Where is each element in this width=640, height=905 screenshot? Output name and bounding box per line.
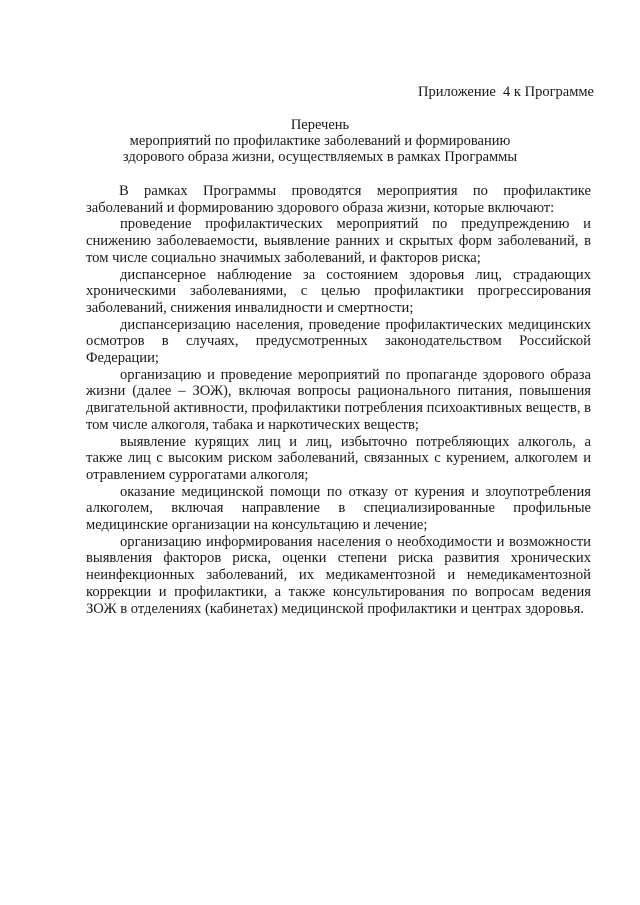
intro-paragraph: В рамках Программы проводятся мероприятия по профилактике заболеваний и формированию здорового образа жизни, которые включают:	[86, 183, 591, 216]
list-item: проведение профилактических мероприятий по предупреждению и снижению заболеваемости, выявление ранних и скрытых форм заболеваний, в том числе социально значимых заболеваний, и факторов риска;	[86, 216, 591, 266]
list-item: оказание медицинской помощи по отказу от курения и злоупотребления алкоголем, включая направление в специализированные профильные медицинские организации на консультацию и лечение;	[86, 483, 591, 534]
title-line-2: мероприятий по профилактике заболеваний и формированию	[129, 133, 511, 149]
list-item: диспансерное наблюдение за состоянием здоровья лиц, страдающих хроническими заболеваниями, с целью профилактики прогрессирования заболеваний, снижения инвалидности и смертности;	[86, 266, 591, 316]
document-title	[0, 117, 640, 165]
list-item: диспансеризацию населения, проведение профилактических медицинских осмотров в случаях, предусмотренных законодательством Российской Федерации;	[86, 316, 591, 367]
list-item: организацию информирования населения о необходимости и возможности выявления факторов риска, оценки степени риска развития хронических неинфекционных заболеваний, их медикаментозной и немедикаментозной коррекции и профилактики, а также консультирования по вопросам ведения ЗОЖ в отделениях (кабинетах) медицинской профилактики и центрах здоровья.	[86, 533, 591, 617]
appendix-label: Приложение 4 к Программе	[417, 84, 594, 100]
list-item: выявление курящих лиц и лиц, избыточно потребляющих алкоголь, а также лиц с высоким риском заболеваний, связанных с курением, алкоголем и отравлением суррогатами алкоголя;	[86, 433, 591, 483]
title-line-3: здорового образа жизни, осуществляемых в рамках Программы	[122, 149, 518, 165]
list-item: организацию и проведение мероприятий по пропаганде здорового образа жизни (далее – ЗОЖ), включая вопросы рационального питания, повышения двигательной активности, профилактики потребления психоактивных веществ, в том числе алкоголя, табака и наркотических веществ;	[86, 366, 592, 433]
document-body	[86, 183, 591, 617]
title-line-1: Перечень	[290, 117, 350, 133]
